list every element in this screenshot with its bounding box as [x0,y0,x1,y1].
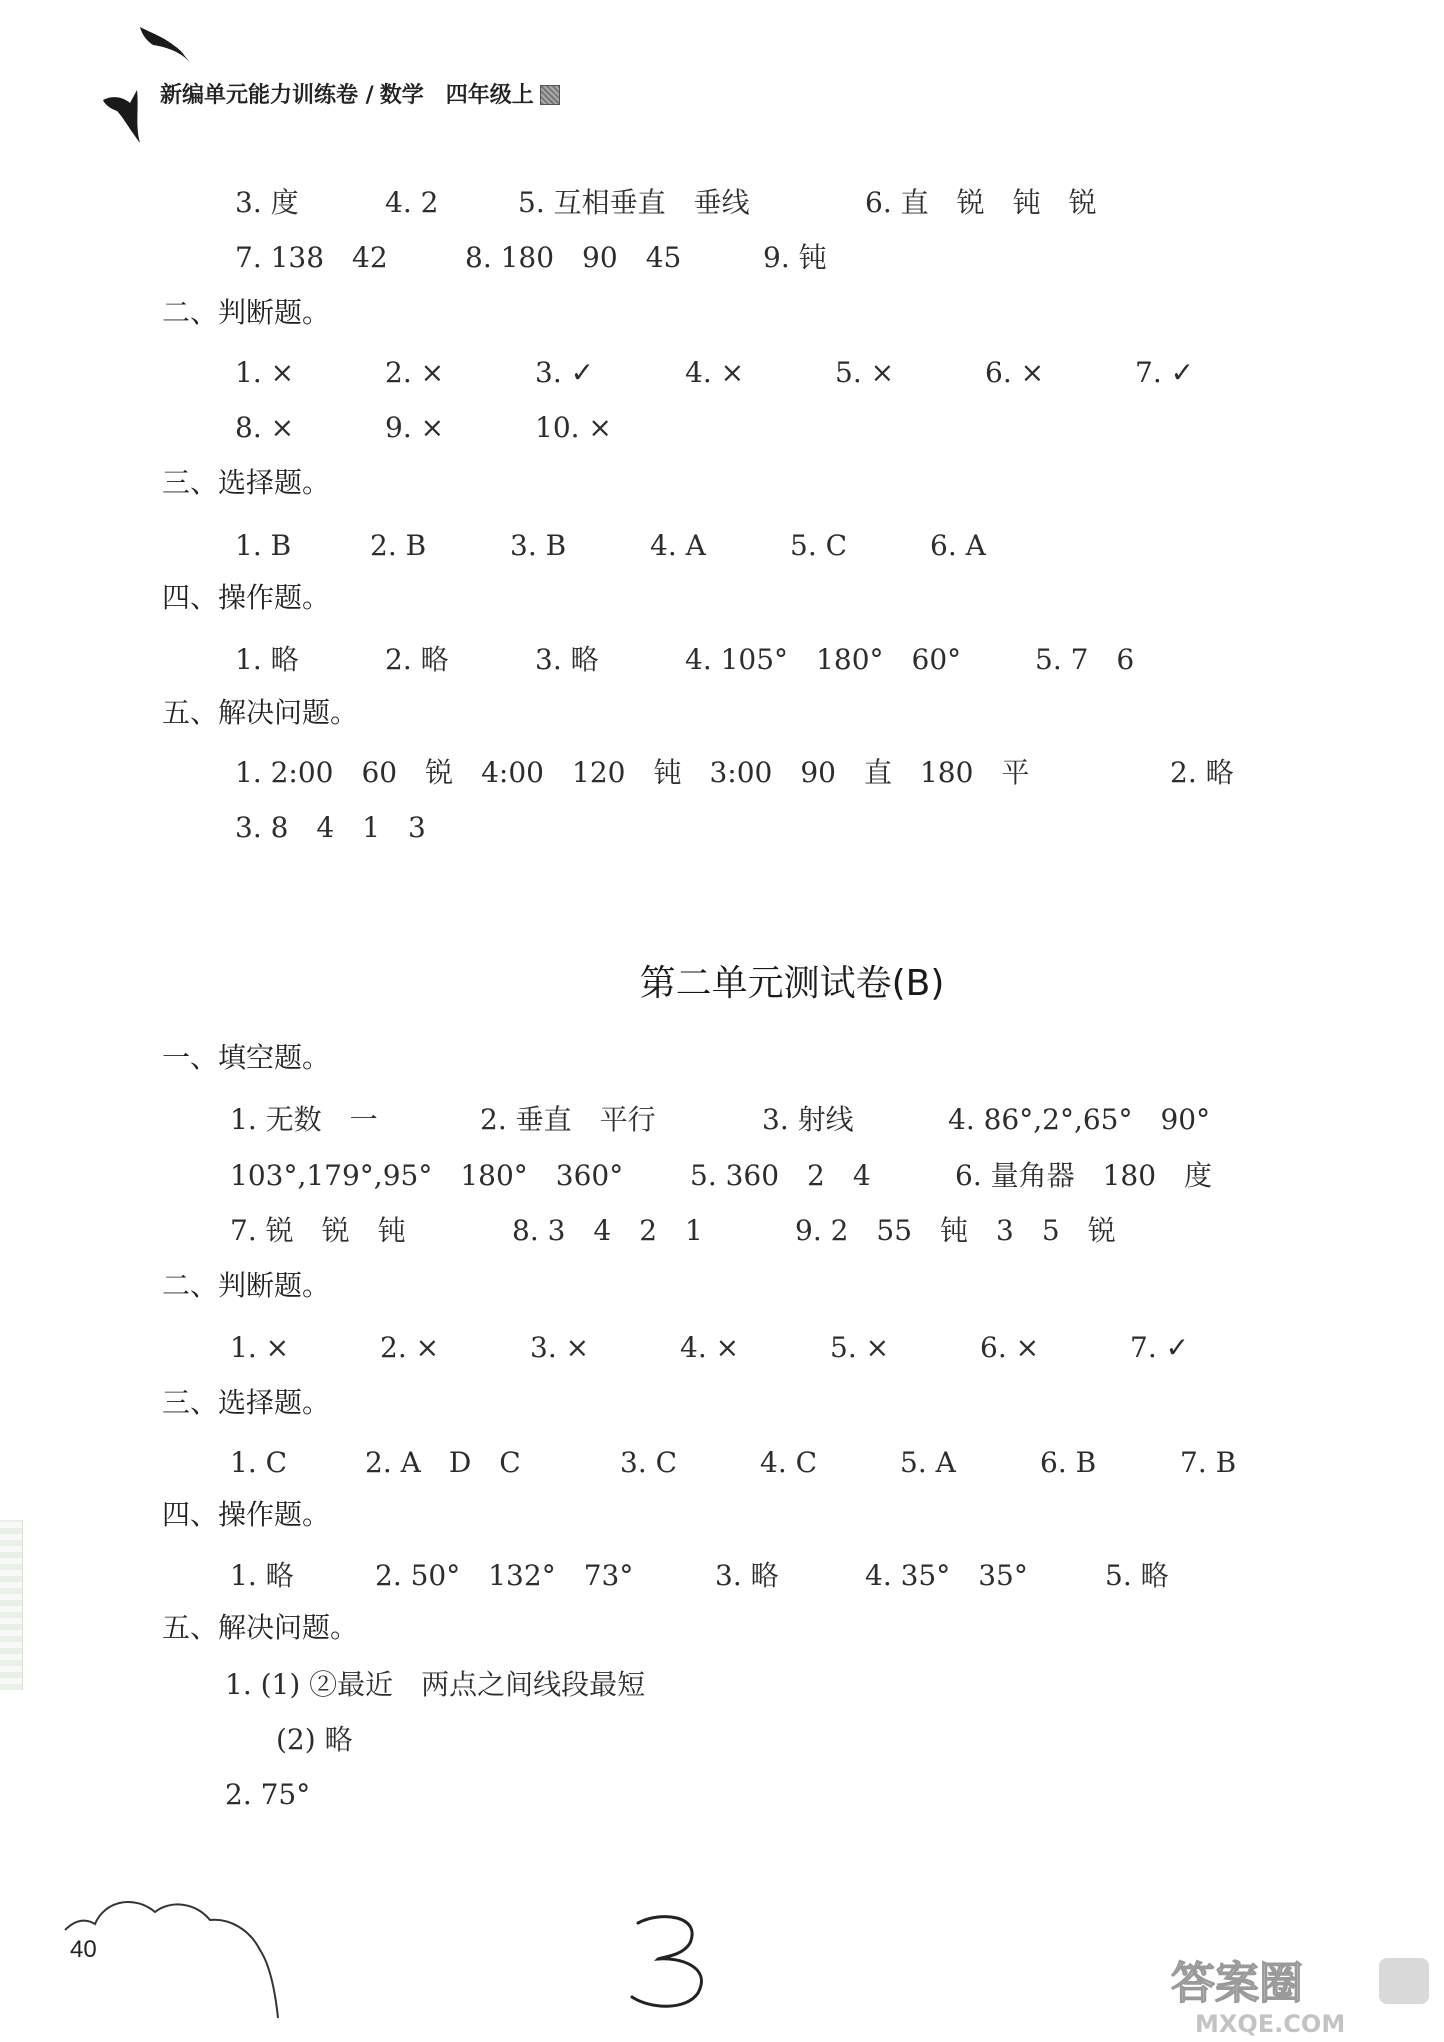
answer-item: 2. 垂直 平行 [480,1103,656,1136]
answer-item: 6. 量角器 180 度 [955,1159,1213,1192]
answer-item: 5. × [830,1331,890,1364]
header-series: 新编单元能力训练卷 / [160,83,374,108]
answer-item: 103°,179°,95° 180° 360° [230,1159,624,1192]
answer-item: 2. 75° [225,1778,311,1811]
edge-decoration [0,1520,23,1690]
answer-item: 6. × [980,1331,1040,1364]
watermark-line2: MXQE.COM [1195,2010,1346,2038]
watermark [1165,1950,1435,2038]
answer-item: 6. × [985,356,1045,389]
answer-item: 8. 180 90 45 [465,241,682,274]
answer-item: 1. 略 [235,643,299,676]
answer-item: 1. 无数 一 [230,1103,378,1136]
answer-item: 2. 略 [385,643,449,676]
answer-item: 3. 略 [715,1559,779,1592]
section-heading-judge-b: 二、判断题。 [162,1269,331,1302]
answer-item: 8. 3 4 2 1 [512,1214,703,1247]
answer-item: 5. 互相垂直 垂线 [518,186,750,219]
answer-item: 7. 138 42 [235,241,388,274]
answer-item: 5. 360 2 4 [690,1159,871,1192]
answer-item: 5. A [900,1446,956,1479]
answer-item: 2. 50° 132° 73° [375,1559,634,1592]
section-heading-judge-a: 二、判断题。 [162,296,331,329]
answer-item: 5. 略 [1105,1559,1169,1592]
header-title [160,78,560,109]
answer-item: 10. × [535,411,612,444]
answer-item: 1. × [235,356,295,389]
answer-item: 5. C [790,529,848,562]
answer-item: 3. ✓ [535,356,595,389]
answer-item: 4. 35° 35° [865,1559,1028,1592]
watermark-logo-icon [1165,1950,1435,2038]
answer-item: 2. B [370,529,427,562]
answer-item: 7. ✓ [1130,1331,1190,1364]
answer-item: 6. 直 锐 钝 锐 [865,186,1097,219]
answer-item: 6. B [1040,1446,1097,1479]
answer-item: 2. × [385,356,445,389]
page-number: 40 [70,1936,97,1963]
answer-item: 4. × [680,1331,740,1364]
answer-item: 6. A [930,529,986,562]
answer-item: 1. B [235,529,292,562]
grade-badge-icon [540,85,560,105]
answer-item: (2) 略 [276,1723,353,1756]
section-heading-operation-a: 四、操作题。 [162,581,331,614]
answer-item: 4. 105° 180° 60° [685,643,962,676]
unit-title: 第二单元测试卷(B) [639,963,945,1004]
answer-item: 2. × [380,1331,440,1364]
section-heading-operation-b: 四、操作题。 [162,1498,331,1531]
answer-item: 4. A [650,529,706,562]
answer-item: 3. 度 [235,186,299,219]
answer-item: 4. 2 [385,186,439,219]
section-heading-solve-a: 五、解决问题。 [162,696,359,729]
answer-item: 7. B [1180,1446,1237,1479]
header-subject: 数学 [379,83,424,108]
answer-item: 2. 略 [1170,756,1234,789]
answer-item: 8. × [235,411,295,444]
section-heading-choice-b: 三、选择题。 [162,1386,331,1419]
section-heading-solve-b: 五、解决问题。 [162,1611,359,1644]
section-heading-fill-b: 一、填空题。 [162,1041,331,1074]
answer-item: 3. 略 [535,643,599,676]
handwritten-mark-icon [620,1905,730,2015]
answer-item: 4. × [685,356,745,389]
answer-item: 3. 射线 [762,1103,854,1136]
header-grade: 四年级上 [445,83,534,108]
answer-item: 9. × [385,411,445,444]
answer-item: 3. × [530,1331,590,1364]
answer-item: 1. 略 [230,1559,294,1592]
answer-item: 9. 钝 [763,241,827,274]
answer-item: 3. 8 4 1 3 [235,811,426,844]
answer-item: 1. 2:00 60 锐 4:00 120 钝 3:00 90 直 180 平 [235,756,1030,789]
answer-item: 7. 锐 锐 钝 [230,1214,406,1247]
answer-item: 4. 86°,2°,65° 90° [948,1103,1211,1136]
answer-item: 1. × [230,1331,290,1364]
answer-item: 5. 7 6 [1035,643,1135,676]
section-heading-choice-a: 三、选择题。 [162,466,331,499]
answer-item: 3. C [620,1446,678,1479]
answer-item: 9. 2 55 钝 3 5 锐 [795,1214,1116,1247]
answer-item: 7. ✓ [1135,356,1195,389]
answer-item: 1. (1) ②最近 两点之间线段最短 [225,1668,646,1701]
answer-item: 1. C [230,1446,288,1479]
answer-item: 3. B [510,529,567,562]
answer-item: 4. C [760,1446,818,1479]
answer-item: 2. A D C [365,1446,521,1479]
answer-item: 5. × [835,356,895,389]
watermark-line1: 答案圈 [1171,1958,1303,2009]
